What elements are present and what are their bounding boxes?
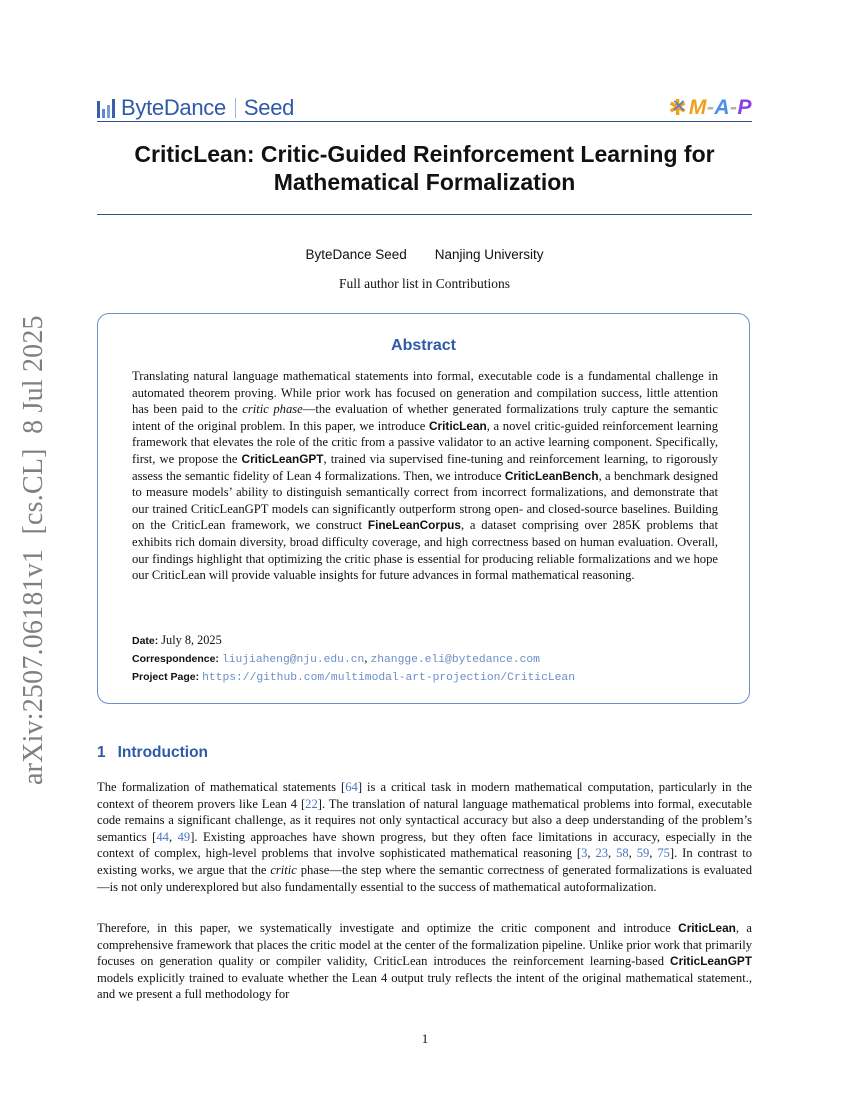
affiliations — [97, 247, 752, 262]
authors-note: Full author list in Contributions — [338, 276, 510, 291]
logo-divider — [235, 98, 236, 118]
project-page-label: Project Page: — [132, 671, 200, 683]
citation-link[interactable]: 58 — [616, 846, 629, 861]
section-heading-introduction — [97, 744, 208, 762]
intro-paragraph-1: The formalization of mathematical statements [64] is a critical task in modern mathematical computation, particularly in the context of theorem provers like Lean 4 [22]. The translation of natural language mathematical problems into formal, executable code remains a significant challenge, as it requires not only syntactical accuracy but also a deep understanding of the problem’s semantics [44, 49]. Existing approaches have shown progress, but they often face limitations in accuracy, especially in the context of complex, high-level problems that involve sophisticated mathematical reasoning [3, 23, 58, 59, 75]. In contrast to existing works, we argue that the critic phase—the step where the semantic correctness of generated formalizations is evaluated—is not only underexplored but also fundamentally essential to the success of mathematical autoformalization. — [97, 780, 753, 894]
paper-metadata — [132, 632, 718, 687]
citation-link[interactable]: 44 — [156, 829, 169, 844]
project-page-link[interactable]: https://github.com/multimodal-art-projection/CriticLean — [202, 672, 575, 684]
citation-link[interactable]: 3 — [581, 846, 588, 861]
paper-title — [97, 140, 752, 196]
citation-link[interactable]: 49 — [177, 829, 191, 844]
intro-paragraph-2: Therefore, in this paper, we systematically investigate and optimize the critic component and introduce CriticLean, a comprehensive framework that places the critic model at the center of the formalization pipeline. Unlike prior work that primarily focuses on generation quality or compiler validity, CriticLean introduces the reinforcement learning-based CriticLeanGPT models explicitly trained to evaluate whether the Lean 4 output truly reflects the intent of the original mathematical statement., and we present a full methodology for — [97, 921, 752, 1002]
map-star-icon: ✱ ✕ — [668, 97, 686, 119]
citation-link[interactable]: 23 — [595, 846, 609, 861]
bold-term: CriticLean — [429, 418, 487, 433]
email-separator: , — [364, 650, 371, 665]
bold-term: CriticLeanGPT — [670, 954, 752, 969]
section-title: Introduction — [117, 744, 209, 761]
citation-link[interactable]: 64 — [345, 780, 358, 794]
title-line-1: CriticLean: Critic-Guided Reinforcement Learning for — [134, 141, 715, 167]
seed-logo-text: Seed — [243, 95, 295, 120]
bold-term: CriticLeanBench — [504, 468, 599, 483]
bytedance-bars-icon — [97, 98, 115, 118]
arxiv-identifier-stamp: arXiv:2507.06181v1 [cs.CL] 8 Jul 2025 — [18, 315, 49, 785]
citation-link[interactable]: 22 — [305, 796, 318, 811]
bold-term: CriticLeanGPT — [241, 451, 324, 466]
date-label: Date: — [132, 635, 159, 647]
title-line-2: Mathematical Formalization — [273, 169, 576, 195]
correspondence-row — [132, 650, 718, 669]
emphasis-text: critic — [270, 862, 297, 877]
bold-term: FineLeanCorpus — [367, 518, 461, 533]
email-link-1[interactable]: liujiaheng@nju.edu.cn — [221, 653, 365, 666]
citation-link[interactable]: 75 — [657, 846, 670, 861]
abstract-heading: Abstract — [391, 337, 456, 354]
map-logo — [668, 94, 752, 122]
affiliation-nju: Nanjing University — [434, 247, 544, 262]
date-value: July 8, 2025 — [161, 633, 222, 647]
emphasis-text: critic phase — [242, 402, 303, 417]
bytedance-logo-text: ByteDance — [121, 95, 226, 120]
title-divider — [97, 214, 752, 215]
affiliation-bytedance: ByteDance Seed — [305, 247, 407, 262]
section-number: 1 — [97, 744, 106, 761]
page-number: 1 — [421, 1031, 429, 1046]
project-page-row — [132, 668, 718, 687]
abstract-box — [97, 313, 750, 704]
page-header — [97, 94, 752, 122]
bold-term: CriticLean — [678, 921, 736, 935]
bytedance-seed-logo — [97, 94, 294, 122]
citation-link[interactable]: 59 — [636, 846, 650, 861]
map-logo-text: M-A-P — [688, 96, 752, 119]
correspondence-label: Correspondence: — [132, 652, 219, 665]
date-row — [132, 632, 718, 650]
header-divider — [97, 121, 752, 122]
email-link-2[interactable]: zhangge.eli@bytedance.com — [370, 653, 540, 666]
abstract-text: Translating natural language mathematical statements into formal, executable code is a fundamental challenge in automated theorem proving. While prior work has focused on generation and compilation success, little attention has been paid to the critic phase—the evaluation of whether generated formalizations truly capture the semantic intent of the original problem. In this paper, we introduce CriticLean, a novel critic-guided reinforcement learning framework that elevates the role of the critic from a passive validator to an active learning component. Specifically, first, we propose the CriticLeanGPT, trained via supervised fine-tuning and reinforcement learning, to rigorously assess the semantic fidelity of Lean 4 formalizations. Then, we introduce CriticLeanBench, a benchmark designed to measure models’ ability to distinguish semantically correct from incorrect formalizations, and demonstrate that our trained CriticLeanGPT models can significantly outperform strong open- and closed-source baselines. Building on the CriticLean framework, we construct FineLeanCorpus, a dataset comprising over 285K problems that exhibits rich domain diversity, broad difficulty coverage, and high correctness based on human evaluation. Overall, our findings highlight that optimizing the critic phase is essential for producing reliable formalizations and we hope our CriticLean will provide valuable insights for future advances in formal mathematical reasoning. — [132, 369, 719, 583]
